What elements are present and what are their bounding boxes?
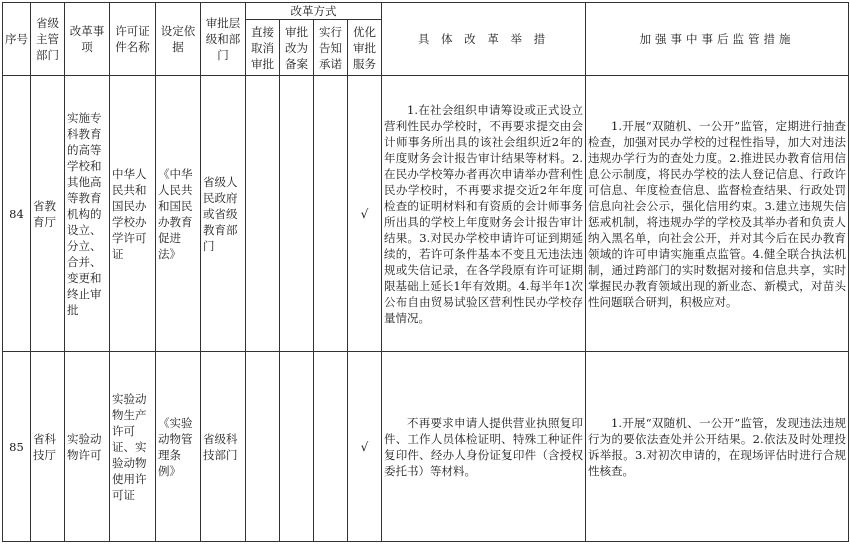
row-mode-record	[280, 352, 314, 542]
row-dept: 省科技厅	[31, 352, 65, 542]
header-basis: 设定依据	[156, 3, 201, 76]
row-basis: 《实验动物管理条例》	[156, 352, 201, 542]
row-license: 中华人民共和国民办学校办学许可证	[110, 76, 156, 352]
header-measures: 具 体 改 革 举 措	[382, 3, 586, 76]
row-level: 省级科技部门	[201, 352, 246, 542]
row-dept: 省教育厅	[31, 76, 65, 352]
row-supervision: 1.开展“双随机、一公开”监管，定期进行抽查检查，加强对民办学校的过程性指导，加大对违法违规办学行为的查处力度。2.推进民办教育信用信息公示制度，将民办学校的法人登记信息、行政许可信息、年度检查信息、监督检查结果、行政处罚信息向社会公示，强化信用约束。3.建立违规失信惩戒机制，将违规办学的学校及其举办者和负责人纳入黑名单，向社会公开，并对其今后在民办教育领域的许可申请实施重点监管。4.健全联合执法机制，通过跨部门的实时数据对接和信息共享，实时掌握民办教育领域出现的新业态、新模式，对苗头性问题联合研判，积极应对。	[586, 76, 849, 352]
header-mode-record: 审批改为备案	[280, 20, 314, 76]
row-item: 实施专科教育的高等学校和其他高等教育机构的设立、分立、合并、变更和终止审批	[65, 76, 110, 352]
reform-table	[2, 2, 849, 542]
table-row	[3, 76, 849, 352]
row-mode-notify	[314, 76, 348, 352]
header-license: 许可证件名称	[110, 3, 156, 76]
header-row-1	[3, 3, 849, 20]
row-level: 省级人民政府或省级教育部门	[201, 76, 246, 352]
row-mode-optimize: √	[348, 76, 382, 352]
row-item: 实验动物许可	[65, 352, 110, 542]
header-item: 改革事项	[65, 3, 110, 76]
row-basis: 《中华人民共和国民办教育促进法》	[156, 76, 201, 352]
row-license: 实验动物生产许可证、实验动物使用许可证	[110, 352, 156, 542]
row-mode-notify	[314, 352, 348, 542]
header-mode-notify: 实行告知承诺	[314, 20, 348, 76]
header-mode-group: 改革方式	[246, 3, 382, 20]
row-mode-optimize: √	[348, 352, 382, 542]
table-row	[3, 352, 849, 542]
header-mode-optimize: 优化审批服务	[348, 20, 382, 76]
row-measures: 1.在社会组织申请筹设或正式设立营利性民办学校时，不再要求提交由会计师事务所出具的该社会组织近2年的年度财务会计报告审计结果等材料。2.在民办学校筹办者再次申请举办营利性民办学校时，不再要求提交近2年年度检查的证明材料和有资质的会计师事务所出具的学校上年度财务会计报告审计结果。3.对民办学校申请许可证到期延续的，若许可条件基本不变且无违法违规或失信记录，在各学段原有许可证期限基础上延长1年有效期。4.每半年1次公布自由贸易试验区营利性民办学校存量情况。	[382, 76, 586, 352]
header-dept: 省级主管部门	[31, 3, 65, 76]
header-level: 审批层级和部门	[201, 3, 246, 76]
row-measures: 不再要求申请人提供营业执照复印件、工作人员体检证明、特殊工种证件复印件、经办人身份证复印件（含授权委托书）等材料。	[382, 352, 586, 542]
row-mode-cancel	[246, 76, 280, 352]
row-seq: 85	[3, 352, 31, 542]
row-mode-record	[280, 76, 314, 352]
row-mode-cancel	[246, 352, 280, 542]
header-supervision: 加强事中事后监管措施	[586, 3, 849, 76]
row-seq: 84	[3, 76, 31, 352]
row-supervision: 1.开展“双随机、一公开”监管，发现违法违规行为的要依法查处并公开结果。2.依法及时处理投诉举报。3.对初次申请的，在现场评估时进行合规性核查。	[586, 352, 849, 542]
header-seq: 序号	[3, 3, 31, 76]
header-mode-cancel: 直接取消审批	[246, 20, 280, 76]
